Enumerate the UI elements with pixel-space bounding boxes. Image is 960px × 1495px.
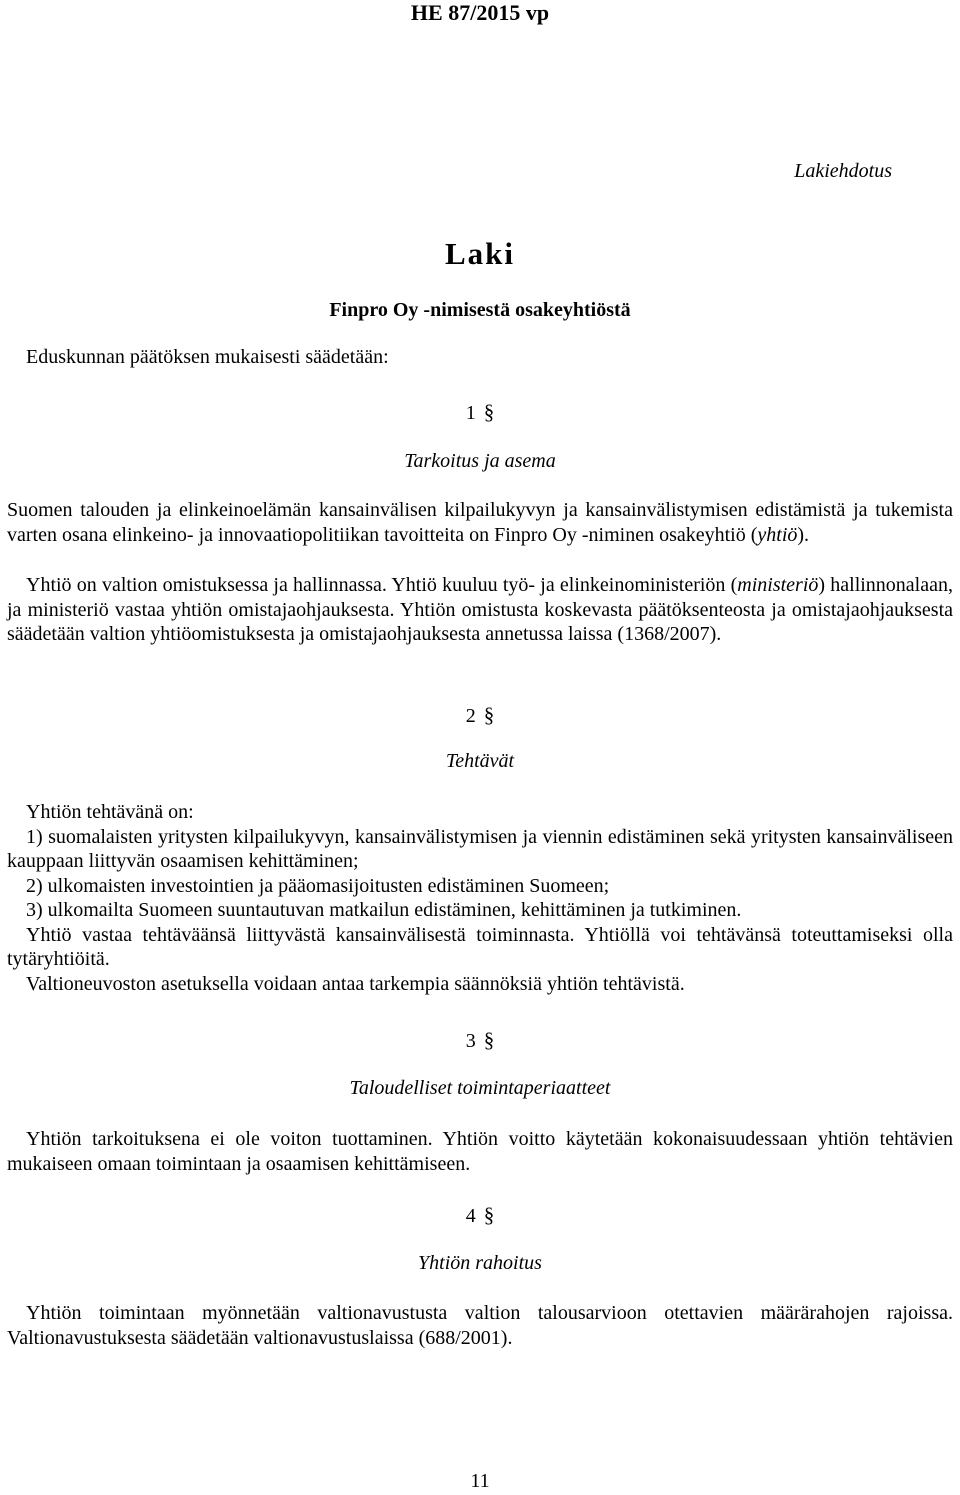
enactment-clause: Eduskunnan päätöksen mukaisesti säädetään: <box>26 346 389 368</box>
section-symbol: § <box>483 703 495 727</box>
defined-term: ministeriö <box>737 574 819 596</box>
section-symbol: § <box>483 1203 495 1227</box>
list-item: 1) suomalaisten yritysten kilpailukyvyn, kansainvälistymisen ja viennin edistäminen sekä yritysten kansainväliseen kauppaan liittyvän osaamisen kehittäminen; <box>7 825 953 872</box>
law-subtitle: Finpro Oy -nimisestä osakeyhtiöstä <box>329 299 631 321</box>
law-title: Laki <box>444 236 516 271</box>
section-number-2 <box>0 703 960 728</box>
section-2-paragraph-3: Valtioneuvoston asetuksella voidaan antaa tarkempia säännöksiä yhtiön tehtävistä. <box>26 972 685 995</box>
section-title-1: Tarkoitus ja asema <box>404 450 556 472</box>
section-4-paragraph-1: Yhtiön toimintaan myönnetään valtionavustusta valtion talousarvioon otettavien määrärahojen rajoissa. Valtionavustuksesta säädetään valtionavustuslaissa (688/2001). <box>7 1302 953 1349</box>
section-number: 3 <box>465 1030 476 1052</box>
section-2-intro: Yhtiön tehtävänä on: <box>26 801 194 823</box>
section-3-paragraph-1: Yhtiön tarkoituksena ei ole voiton tuottaminen. Yhtiön voitto käytetään kokonaisuudessaan yhtiön tehtävien mukaiseen omaan toimintaan ja osaamisen kehittämiseen. <box>7 1128 953 1175</box>
document-id-header: HE 87/2015 vp <box>410 0 550 25</box>
section-number: 4 <box>465 1205 476 1227</box>
document-label: Lakiehdotus <box>794 160 892 182</box>
section-number-1 <box>0 400 960 425</box>
section-symbol: § <box>483 1028 495 1052</box>
page-number: 11 <box>470 1470 490 1492</box>
section-number-4 <box>0 1203 960 1228</box>
section-2-body <box>7 800 953 996</box>
section-1-paragraph-1: Suomen talouden ja elinkeinoelämän kansainvälisen kilpailukyvyn ja kansainvälistymisen edistämistä ja tukemista varten osana elinkeino- ja innovaatiopolitiikan tavoitteita on Finpro Oy -niminen osakeyhtiö (yhtiö). <box>7 499 953 546</box>
defined-term: yhtiö <box>757 523 798 546</box>
section-title-4: Yhtiön rahoitus <box>418 1252 542 1274</box>
list-item: 2) ulkomaisten investointien ja pääomasijoitusten edistäminen Suomeen; <box>26 874 610 897</box>
section-1-paragraph-2: Yhtiö on valtion omistuksessa ja hallinnassa. Yhtiö kuuluu työ- ja elinkeinoministeriön (ministeriö) hallinnonalaan, ja ministeriö vastaa yhtiön omistajaohjauksesta. Yhtiön omistusta koskevasta päätöksenteosta ja omistajaohjauksesta säädetään valtion yhtiöomistuksesta ja omistajaohjauksesta annetussa laissa (1368/2007). <box>7 574 953 645</box>
section-title-3: Taloudelliset toimintaperiaatteet <box>349 1077 611 1099</box>
section-number-3 <box>0 1028 960 1053</box>
section-symbol: § <box>483 400 495 424</box>
section-number: 1 <box>465 402 476 424</box>
section-title-2: Tehtävät <box>445 750 515 772</box>
section-number: 2 <box>465 705 476 727</box>
list-item: 3) ulkomailta Suomeen suuntautuvan matkailun edistäminen, kehittäminen ja tutkiminen. <box>26 899 742 921</box>
section-2-paragraph-2: Yhtiö vastaa tehtäväänsä liittyvästä kansainvälisestä toiminnasta. Yhtiöllä voi tehtävänsä toteuttamiseksi olla tytäryhtiöitä. <box>7 923 953 970</box>
